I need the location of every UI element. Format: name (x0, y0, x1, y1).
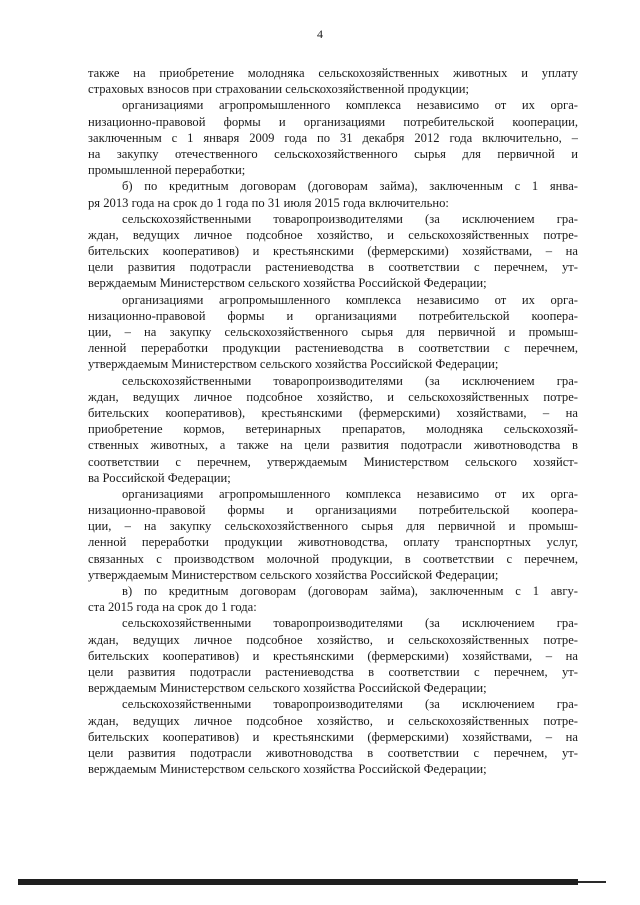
text-line: ря 2013 года на срок до 1 года по 31 июля 2015 года включительно: (88, 195, 449, 210)
text-line: ции, – на закупку сельскохозяйственного сырья для первичной и промыш- (88, 325, 578, 339)
document-body (88, 65, 578, 777)
text-line: низационно-правовой формы и организациями потребительской коопера- (88, 503, 578, 518)
text-line: утверждаемым Министерством сельского хозяйства Российской Федерации; (88, 357, 499, 372)
text-line: низационно-правовой формы и организациями потребительской кооперации, (88, 114, 578, 129)
text-line: соответствии с перечнем, утверждаемым Министерством сельского хозяйст- (88, 454, 578, 469)
text-line: страховых взносов при страховании сельскохозяйственной продукции; (88, 82, 470, 97)
text-line: сельскохозяйственными товаропроизводителями (за исключением гра- (122, 373, 578, 388)
scan-border-line (18, 879, 578, 885)
text-line: бительских кооперативов) и крестьянскими (фермерскими) хозяйствами, – на (88, 729, 578, 744)
text-line: верждаемым Министерством сельского хозяйства Российской Федерации; (88, 681, 487, 696)
text-line: ждан, ведущих личное подсобное хозяйство, и сельскохозяйственных потре- (88, 632, 578, 647)
text-line: сельскохозяйственными товаропроизводителями (за исключением гра- (122, 697, 578, 712)
text-line: также на приобретение молодняка сельскохозяйственных животных и уплату (88, 66, 578, 80)
text-line: утверждаемым Министерством сельского хозяйства Российской Федерации; (88, 567, 499, 582)
text-line: ждан, ведущих личное подсобное хозяйство, и сельскохозяйственных потре- (88, 227, 578, 242)
text-line: связанных с производством молочной продукции, в соответствии с перечнем, (88, 551, 578, 566)
text-line: бительских кооперативов), крестьянскими (фермерскими) хозяйствами, – на (88, 405, 578, 420)
text-line: в) по кредитным договорам (договорам займа), заключенным с 1 авгу- (122, 584, 578, 598)
text-line: низационно-правовой формы и организациями потребительской коопера- (88, 308, 578, 323)
text-line: цели развития подотрасли растениеводства в соответствии с перечнем, ут- (88, 664, 578, 679)
text-line: организациями агропромышленного комплекса независимо от их орга- (122, 292, 578, 307)
text-line: ции, – на закупку сельскохозяйственного сырья для первичной и промыш- (88, 519, 578, 534)
text-line: цели развития подотрасли растениеводства в соответствии с перечнем, ут- (88, 260, 578, 275)
text-line: промышленной переработки; (88, 163, 246, 178)
text-line: ва Российской Федерации; (88, 470, 231, 485)
text-line: приобретение кормов, ветеринарных препаратов, молодняка сельскохозяй- (88, 422, 578, 437)
text-line: ственных животных, а также на цели развития подотрасли животноводства в (88, 438, 578, 453)
text-line: сельскохозяйственными товаропроизводителями (за исключением гра- (122, 616, 578, 631)
text-line: организациями агропромышленного комплекса независимо от их орга- (122, 98, 578, 113)
page-number: 4 (317, 27, 323, 41)
text-line: верждаемым Министерством сельского хозяйства Российской Федерации; (88, 276, 487, 291)
text-line: бительских кооперативов) и крестьянскими (фермерскими) хозяйствами, – на (88, 244, 578, 259)
text-line: цели развития подотрасли животноводства в соответствии с перечнем, ут- (88, 745, 578, 760)
text-line: ленной переработки продукции животноводства, оплату транспортных услуг, (88, 535, 578, 550)
text-line: на закупку отечественного сельскохозяйственного сырья для первичной и (88, 146, 578, 161)
text-line: организациями агропромышленного комплекса независимо от их орга- (122, 486, 578, 501)
text-line: ждан, ведущих личное подсобное хозяйство, и сельскохозяйственных потре- (88, 389, 578, 404)
text-line: ленной переработки продукции растениеводства в соответствии с перечнем, (88, 341, 578, 356)
text-line: бительских кооперативов) и крестьянскими (фермерскими) хозяйствами, – на (88, 648, 578, 663)
scan-border-line-tail (578, 881, 606, 883)
text-line: верждаемым Министерством сельского хозяйства Российской Федерации; (88, 762, 487, 777)
text-line: сельскохозяйственными товаропроизводителями (за исключением гра- (122, 211, 578, 226)
text-line: ста 2015 года на срок до 1 года: (88, 600, 257, 615)
text-line: б) по кредитным договорам (договорам займа), заключенным с 1 янва- (122, 179, 578, 194)
text-line: ждан, ведущих личное подсобное хозяйство, и сельскохозяйственных потре- (88, 713, 578, 728)
text-line: заключенным с 1 января 2009 года по 31 декабря 2012 года включительно, – (88, 130, 578, 145)
